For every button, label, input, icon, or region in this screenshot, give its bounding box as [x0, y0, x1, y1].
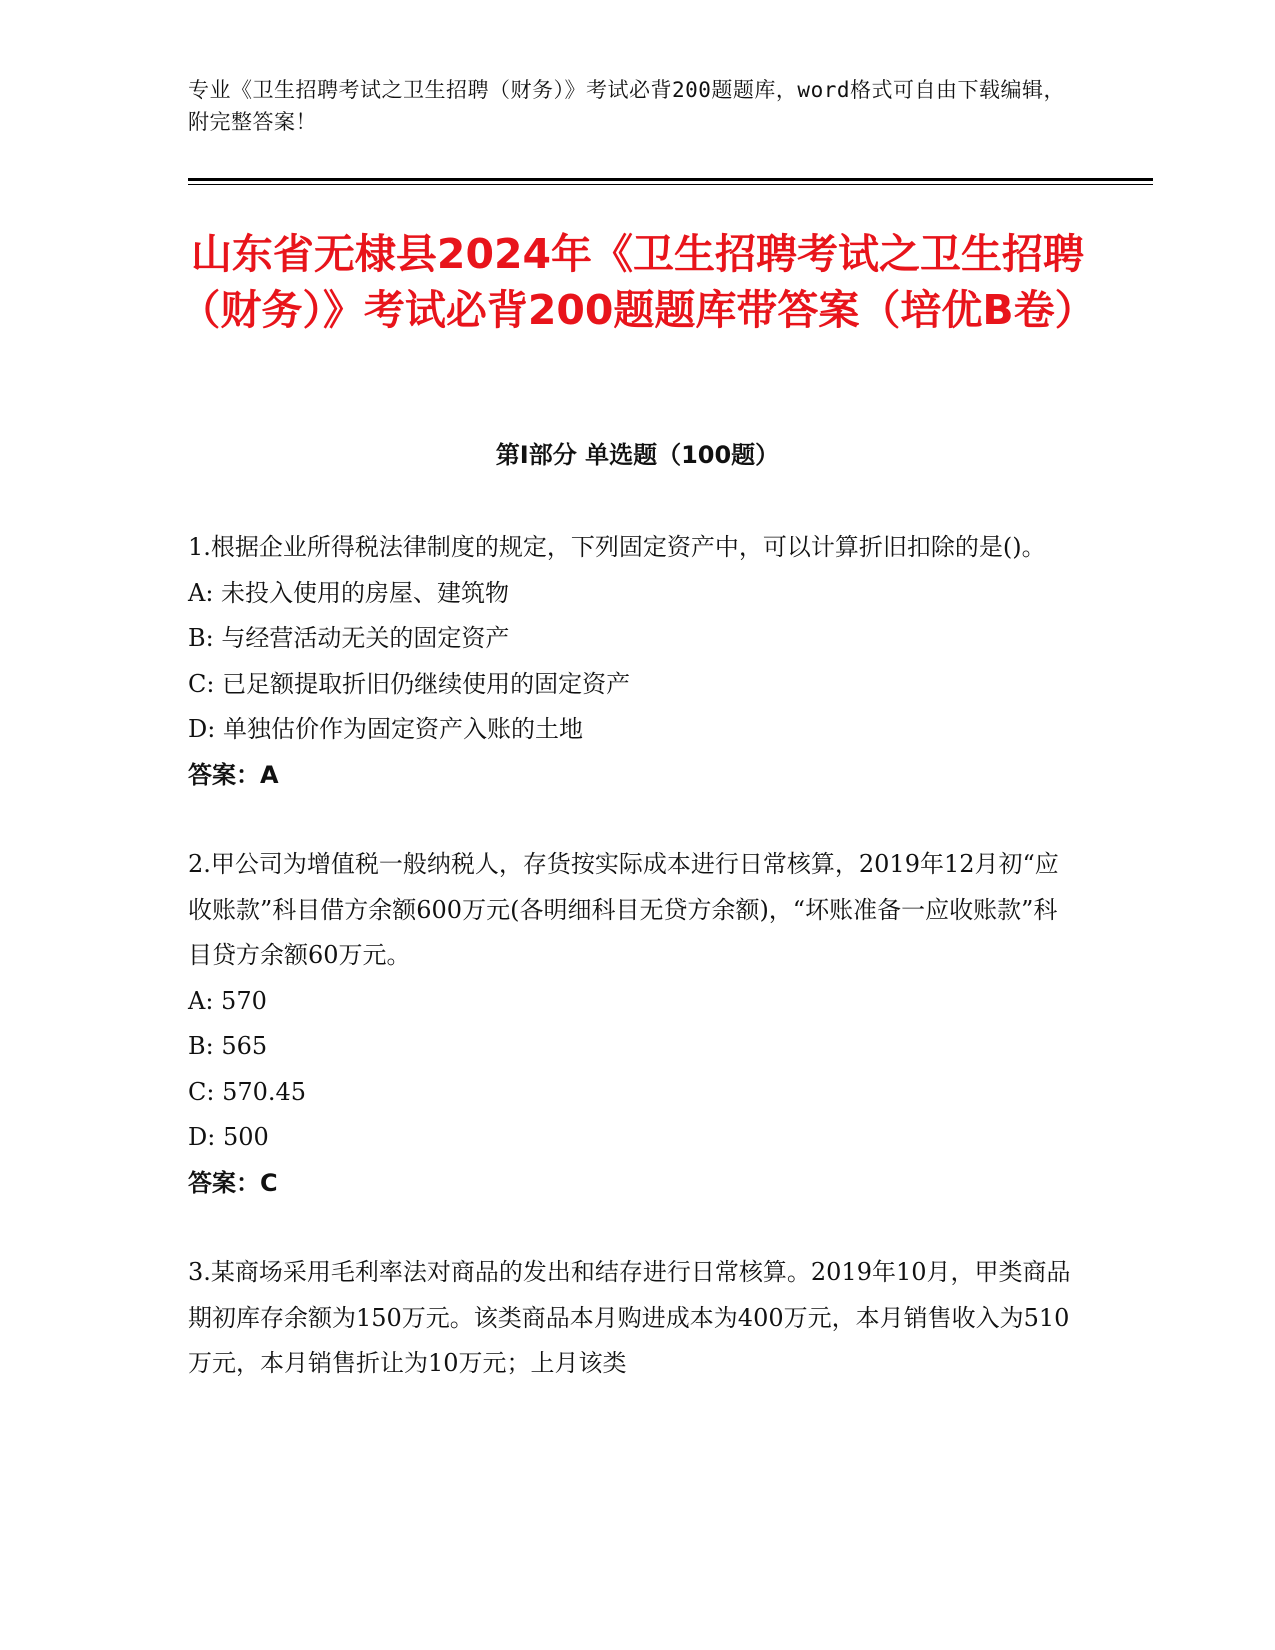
option-b: B: 565: [188, 1032, 268, 1060]
question-stem: 1.根据企业所得税法律制度的规定，下列固定资产中，可以计算折旧扣除的是()。: [188, 533, 1046, 561]
question-1: [188, 525, 1078, 798]
option-d: D: 500: [188, 1123, 269, 1151]
option-c: C: 570.45: [188, 1077, 307, 1106]
document-title: 山东省无棣县2024年《卫生招聘考试之卫生招聘（财务）》考试必背200题题库带答案（培优B卷）: [179, 230, 1096, 334]
header-rule-thick: [188, 178, 1153, 181]
option-b: B: 与经营活动无关的固定资产: [188, 624, 510, 652]
question-3: [188, 1250, 1078, 1387]
section-heading: 第Ⅰ部分 单选题（100题）: [495, 441, 780, 469]
answer: 答案：C: [188, 1168, 278, 1197]
question-2: [188, 842, 1078, 1206]
option-c: C: 已足额提取折旧仍继续使用的固定资产: [188, 669, 631, 698]
option-a: A: 未投入使用的房屋、建筑物: [188, 578, 510, 607]
question-stem: 2.甲公司为增值税一般纳税人，存货按实际成本进行日常核算，2019年12月初“应收账款”科目借方余额600万元(各明细科目无贷方余额)，“坏账准备一应收账款”科目贷方余额60万元。: [188, 850, 1059, 969]
option-a: A: 570: [188, 986, 267, 1015]
header-note: 专业《卫生招聘考试之卫生招聘（财务）》考试必背200题题库，word格式可自由下载编辑，附完整答案！: [188, 78, 1065, 134]
question-list: [188, 525, 1078, 1431]
question-stem: 3.某商场采用毛利率法对商品的发出和结存进行日常核算。2019年10月，甲类商品期初库存余额为150万元。该类商品本月购进成本为400万元，本月销售收入为510万元，本月销售折让为10万元；上月该类: [188, 1258, 1071, 1377]
option-d: D: 单独估价作为固定资产入账的土地: [188, 715, 583, 743]
answer: 答案：A: [188, 760, 279, 789]
header-rule-thin: [188, 184, 1153, 185]
